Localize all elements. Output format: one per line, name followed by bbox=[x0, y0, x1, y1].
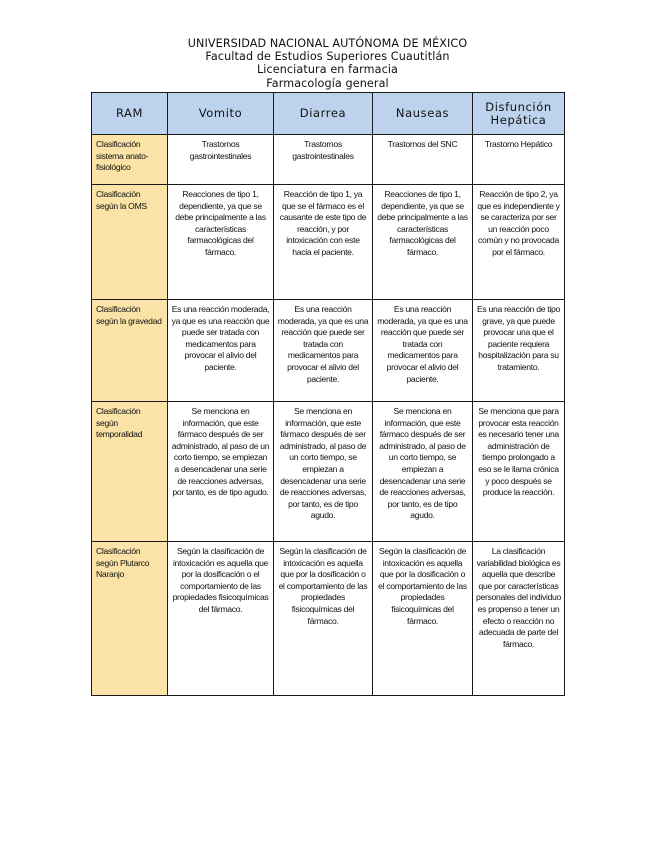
faculty-name: Facultad de Estudios Superiores Cuautitlán bbox=[205, 50, 450, 64]
table-cell: Según la clasificación de intoxicación es aquella que por la dosificación o el comportamiento de las propiedades fisicoquímicas del fármaco. bbox=[373, 542, 473, 696]
table-cell: Se menciona en información, que este fármaco después de ser administrado, al paso de un corto tiempo, se empiezan a desencadenar una serie de reacciones adversas, por tanto, es de tipo agudo. bbox=[168, 402, 274, 542]
table-cell: Según la clasificación de intoxicación es aquella que por la dosificación o el comportamiento de las propiedades fisicoquímicas del fármaco. bbox=[274, 542, 373, 696]
document-header bbox=[0, 37, 655, 90]
table-cell: Reacciones de tipo 1, dependiente, ya que se debe principalmente a las características farmacológicas del fármaco. bbox=[373, 185, 473, 300]
table-cell: Trastornos gastrointestinales bbox=[168, 135, 274, 185]
table-row bbox=[92, 300, 565, 402]
table-cell: La clasificación variabilidad biológica es aquella que describe que por características personales del individuo es propenso a tener un efecto o reacción no adecuada de parte del fármaco. bbox=[473, 542, 565, 696]
ram-classification-table bbox=[91, 92, 565, 696]
university-name: UNIVERSIDAD NACIONAL AUTÓNOMA DE MÉXICO bbox=[187, 37, 468, 50]
table-cell: Trastornos del SNC bbox=[373, 135, 473, 185]
column-header-nauseas: Nauseas bbox=[373, 93, 473, 135]
column-header-diarrea: Diarrea bbox=[274, 93, 373, 135]
row-label: Clasificación según la OMS bbox=[92, 185, 168, 300]
course-name: Farmacología general bbox=[266, 76, 389, 90]
row-label: Clasificación según temporalidad bbox=[92, 402, 168, 542]
column-header-disfuncion-hepatica: Disfunción Hepática bbox=[473, 93, 565, 135]
table-cell: Trastornos gastrointestinales bbox=[274, 135, 373, 185]
table-cell: Según la clasificación de intoxicación es aquella que por la dosificación o el comportamiento de las propiedades fisicoquímicas del fármaco. bbox=[168, 542, 274, 696]
table-cell: Se menciona en información, que este fármaco después de ser administrado, al paso de un corto tiempo, se empiezan a desencadenar una serie de reacciones adversas, por tanto, es de tipo agudo. bbox=[373, 402, 473, 542]
table-row bbox=[92, 135, 565, 185]
row-label: Clasificación sistema anato-fisiológico bbox=[92, 135, 168, 185]
table-row bbox=[92, 542, 565, 696]
table-cell: Reacción de tipo 1, ya que se el fármaco es el causante de este tipo de reacción, y por intoxicación con este hacia el paciente. bbox=[274, 185, 373, 300]
table-cell: Es una reacción moderada, ya que es una reacción que puede ser tratada con medicamentos para provocar el alivio del paciente. bbox=[373, 300, 473, 402]
table-cell: Es una reacción moderada, ya que es una reacción que puede ser tratada con medicamentos para provocar el alivio del paciente. bbox=[168, 300, 274, 402]
row-label: Clasificación según Plutarco Naranjo bbox=[92, 542, 168, 696]
column-header-vomito: Vomito bbox=[168, 93, 274, 135]
table-cell: Es una reacción moderada, ya que es una reacción que puede ser tratada con medicamentos para provocar el alivio del paciente. bbox=[274, 300, 373, 402]
column-header-ram: RAM bbox=[92, 93, 168, 135]
table-cell: Se menciona en información, que este fármaco después de ser administrado, al paso de un corto tiempo, se empiezan a desencadenar una serie de reacciones adversas, por tanto, es de tipo agudo. bbox=[274, 402, 373, 542]
row-label: Clasificación según la gravedad bbox=[92, 300, 168, 402]
table-cell: Reacción de tipo 2, ya que es independiente y se caracteriza por ser un reacción poco común y no provocada por el fármaco. bbox=[473, 185, 565, 300]
table-cell: Reacciones de tipo 1, dependiente, ya que se debe principalmente a las características farmacológicas del fármaco. bbox=[168, 185, 274, 300]
table-row bbox=[92, 402, 565, 542]
table-cell: Es una reacción de tipo grave, ya que puede provocar una que el paciente requiera hospitalización para su tratamiento. bbox=[473, 300, 565, 402]
table-cell: Se menciona que para provocar esta reacción es necesario tener una administración de tiempo prolongado a eso se le llama crónica y poco después se produce la reacción. bbox=[473, 402, 565, 542]
degree-name: Licenciatura en farmacia bbox=[256, 63, 399, 77]
table-cell: Trastorno Hepático bbox=[473, 135, 565, 185]
table-header-row bbox=[92, 93, 565, 135]
table-row bbox=[92, 185, 565, 300]
